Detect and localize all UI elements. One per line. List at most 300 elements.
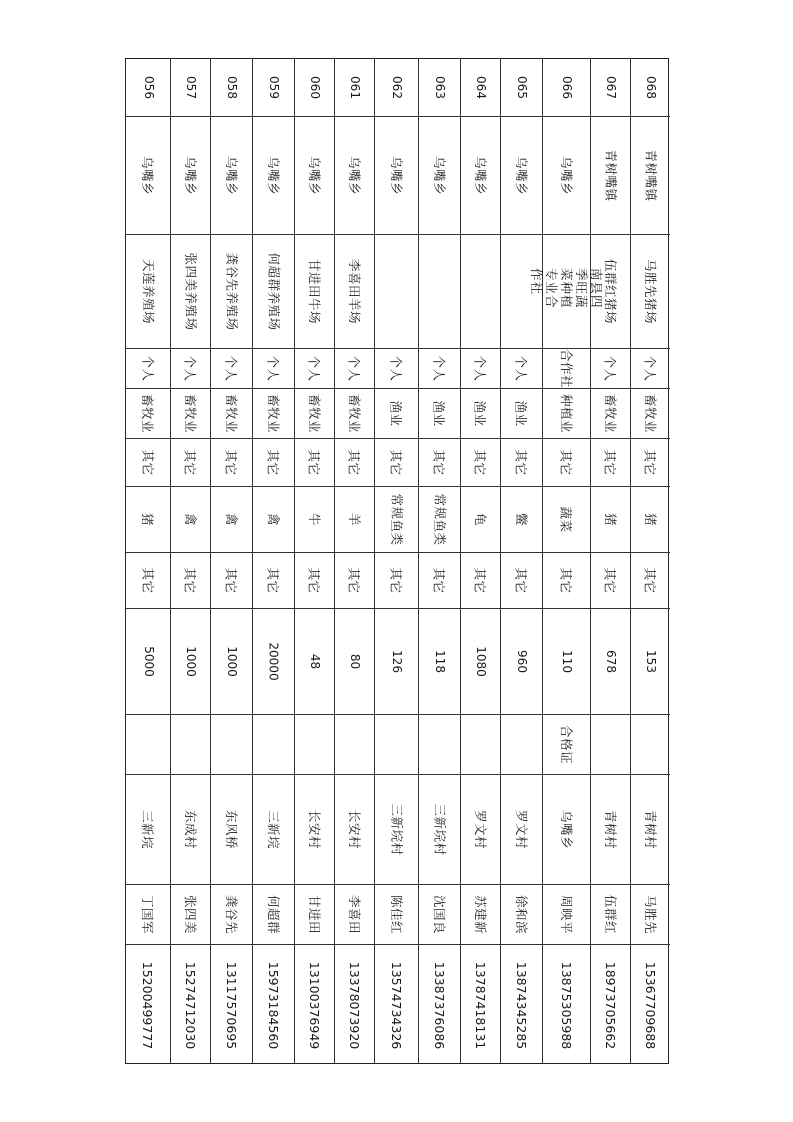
cell-type <box>591 349 630 389</box>
cell-name <box>375 235 418 349</box>
cell-category <box>419 439 460 487</box>
cell-town <box>419 117 460 235</box>
cell-text: 个人 <box>513 355 529 382</box>
cell-cert-type <box>631 553 670 609</box>
cell-text: 其它 <box>472 449 488 476</box>
cell-cert-type <box>591 553 630 609</box>
cell-text: 畜牧业 <box>643 393 659 434</box>
cell-phone <box>375 945 418 1065</box>
cell-text: 110 <box>560 650 574 673</box>
cell-scale <box>501 609 542 715</box>
cell-contact <box>295 885 334 945</box>
cell-contact <box>253 885 294 945</box>
cell-type <box>543 349 590 389</box>
cell-text: 乌嘴乡 <box>513 155 529 196</box>
cell-text: 畜牧业 <box>307 393 323 434</box>
cell-text: 常规鱼类 <box>432 493 448 546</box>
cell-contact <box>461 885 500 945</box>
registry-table <box>125 58 669 1064</box>
cell-text: 李喜田羊场 <box>347 258 363 325</box>
cell-cert <box>419 715 460 775</box>
cell-text: 13100376949 <box>307 961 323 1049</box>
cell-text: 1000 <box>224 646 239 677</box>
cell-contact <box>543 885 590 945</box>
cell-name <box>591 235 630 349</box>
cell-scale <box>543 609 590 715</box>
cell-text: 青树村 <box>603 809 619 850</box>
cell-no <box>543 59 590 117</box>
table-row <box>335 59 375 1063</box>
cell-contact <box>419 885 460 945</box>
cell-town <box>591 117 630 235</box>
cell-cert <box>253 715 294 775</box>
cell-no <box>295 59 334 117</box>
cell-no <box>335 59 374 117</box>
cell-text: 李喜田 <box>347 894 363 935</box>
cell-text: 畜牧业 <box>140 393 156 434</box>
cell-text: 80 <box>348 653 362 670</box>
table-row <box>529 59 604 1063</box>
cell-text: 其它 <box>223 567 239 594</box>
cell-village <box>543 775 590 885</box>
cell-name <box>211 235 252 349</box>
cell-text: 蔬菜 <box>558 506 574 533</box>
cell-no <box>171 59 210 117</box>
cell-cert <box>171 715 210 775</box>
cell-cert-type <box>335 553 374 609</box>
cell-phone <box>461 945 500 1065</box>
cell-text: 乌嘴乡 <box>140 155 156 196</box>
cell-text: 1080 <box>473 646 488 677</box>
cell-category <box>501 439 542 487</box>
cell-text: 153 <box>644 650 658 673</box>
cell-type <box>171 349 210 389</box>
cell-name <box>171 235 210 349</box>
cell-scale <box>171 609 210 715</box>
cell-product <box>335 487 374 553</box>
cell-no <box>419 59 460 117</box>
cell-town <box>126 117 170 235</box>
cell-text: 沈国良 <box>431 894 447 935</box>
cell-type <box>631 349 670 389</box>
cell-scale <box>419 609 460 715</box>
cell-text: 其它 <box>513 449 529 476</box>
cell-category <box>591 439 630 487</box>
cell-contact <box>375 885 418 945</box>
cell-text: 甘进田牛场 <box>307 258 323 325</box>
cell-product <box>543 487 590 553</box>
cell-type <box>211 349 252 389</box>
cell-industry <box>631 389 670 439</box>
cell-text: 长安村 <box>347 809 363 850</box>
cell-text: 苏建新 <box>473 894 489 935</box>
cell-text: 060 <box>308 76 322 99</box>
cell-text: 龚谷先 <box>223 894 239 935</box>
cell-text: 个人 <box>472 355 488 382</box>
cell-text: 13787418131 <box>473 961 489 1049</box>
cell-text: 其它 <box>306 449 322 476</box>
cell-text: 057 <box>184 76 198 99</box>
cell-text: 何超群 <box>265 894 281 935</box>
cell-name <box>126 235 170 349</box>
cell-text: 种植业 <box>558 393 574 434</box>
cell-text: 徐和滨 <box>513 894 529 935</box>
cell-text: 三新垸 <box>140 809 156 850</box>
cell-product <box>253 487 294 553</box>
cell-text: 乌嘴乡 <box>558 809 574 850</box>
cell-text: 其它 <box>346 567 362 594</box>
cell-village <box>211 775 252 885</box>
cell-type <box>335 349 374 389</box>
cell-cert-type <box>126 553 170 609</box>
cell-cert-type <box>253 553 294 609</box>
cell-contact <box>335 885 374 945</box>
cell-text: 062 <box>390 76 404 99</box>
cell-industry <box>171 389 210 439</box>
cell-text: 个人 <box>346 355 362 382</box>
cell-industry <box>211 389 252 439</box>
cell-text: 15274712030 <box>183 961 199 1049</box>
cell-text: 其它 <box>182 449 198 476</box>
cell-text: 羊 <box>346 512 362 527</box>
cell-text: 个人 <box>182 355 198 382</box>
cell-text: 13378073920 <box>347 961 363 1049</box>
cell-category <box>211 439 252 487</box>
cell-text: 乌嘴乡 <box>473 155 489 196</box>
cell-industry <box>295 389 334 439</box>
cell-product <box>501 487 542 553</box>
cell-contact <box>211 885 252 945</box>
cell-village <box>126 775 170 885</box>
cell-text: 畜牧业 <box>603 393 619 434</box>
cell-text: 48 <box>308 653 322 670</box>
cell-text: 何超群养殖场 <box>266 252 282 331</box>
cell-text: 禽 <box>265 512 281 527</box>
cell-text: 伍群红 <box>603 894 619 935</box>
cell-category <box>631 439 670 487</box>
cell-product <box>375 487 418 553</box>
cell-cert <box>543 715 590 775</box>
cell-text: 其它 <box>642 449 658 476</box>
table-row <box>631 59 670 1063</box>
cell-text: 1000 <box>183 646 198 677</box>
cell-scale <box>335 609 374 715</box>
cell-text: 其它 <box>265 567 281 594</box>
cell-text: 126 <box>390 650 404 673</box>
cell-text: 合作社 <box>558 348 574 389</box>
cell-text: 个人 <box>431 355 447 382</box>
cell-category <box>253 439 294 487</box>
cell-scale <box>253 609 294 715</box>
cell-text: 063 <box>433 76 447 99</box>
cell-industry <box>461 389 500 439</box>
cell-village <box>501 775 542 885</box>
cell-town <box>501 117 542 235</box>
cell-name <box>461 235 500 349</box>
cell-village <box>591 775 630 885</box>
cell-text: 天莲养殖场 <box>140 258 156 325</box>
cell-text: 其它 <box>346 449 362 476</box>
cell-text: 长安村 <box>307 809 323 850</box>
cell-industry <box>591 389 630 439</box>
cell-phone <box>591 945 630 1065</box>
cell-cert <box>375 715 418 775</box>
cell-text: 067 <box>604 76 618 99</box>
cell-cert <box>461 715 500 775</box>
cell-industry <box>543 389 590 439</box>
cell-text: 乌嘴乡 <box>265 155 281 196</box>
table-row <box>171 59 211 1063</box>
cell-town <box>461 117 500 235</box>
cell-text: 061 <box>348 76 362 99</box>
cell-text: 青树嘴镇 <box>603 149 619 202</box>
cell-phone <box>211 945 252 1065</box>
cell-text: 064 <box>474 76 488 99</box>
cell-text: 罗文村 <box>473 809 489 850</box>
cell-text: 其它 <box>431 567 447 594</box>
table-row <box>126 59 171 1063</box>
cell-no <box>253 59 294 117</box>
cell-text: 059 <box>267 76 281 99</box>
cell-text: 其它 <box>140 567 156 594</box>
cell-village <box>335 775 374 885</box>
cell-text: 乌嘴乡 <box>307 155 323 196</box>
table-row <box>211 59 253 1063</box>
cell-category <box>543 439 590 487</box>
cell-text: 东成村 <box>183 809 199 850</box>
cell-scale <box>591 609 630 715</box>
cell-scale <box>126 609 170 715</box>
cell-text: 猪 <box>642 512 658 527</box>
cell-type <box>501 349 542 389</box>
cell-text: 禽 <box>182 512 198 527</box>
cell-text: 068 <box>644 76 658 99</box>
cell-phone <box>171 945 210 1065</box>
cell-phone <box>295 945 334 1065</box>
cell-product <box>591 487 630 553</box>
cell-contact <box>631 885 670 945</box>
cell-category <box>126 439 170 487</box>
cell-text: 伍群红猪场 <box>603 258 619 325</box>
cell-text: 个人 <box>306 355 322 382</box>
cell-text: 渔业 <box>472 400 488 427</box>
cell-text: 青树村 <box>643 809 659 850</box>
cell-text: 066 <box>560 76 574 99</box>
cell-text: 15200499777 <box>140 961 156 1049</box>
cell-text: 其它 <box>140 449 156 476</box>
cell-phone <box>126 945 170 1065</box>
cell-scale <box>211 609 252 715</box>
cell-scale <box>295 609 334 715</box>
cell-text: 13387376086 <box>432 961 448 1049</box>
cell-text: 其它 <box>182 567 198 594</box>
cell-text: 东风桥 <box>223 809 239 850</box>
cell-phone <box>335 945 374 1065</box>
cell-industry <box>253 389 294 439</box>
cell-text: 个人 <box>140 355 156 382</box>
cell-cert <box>295 715 334 775</box>
cell-contact <box>591 885 630 945</box>
cell-name <box>419 235 460 349</box>
cell-product <box>171 487 210 553</box>
cell-text: 678 <box>604 650 618 673</box>
cell-town <box>253 117 294 235</box>
cell-text: 渔业 <box>388 400 404 427</box>
cell-no <box>501 59 542 117</box>
cell-text: 渔业 <box>431 400 447 427</box>
cell-category <box>461 439 500 487</box>
cell-text: 畜牧业 <box>265 393 281 434</box>
cell-no <box>375 59 418 117</box>
cell-village <box>171 775 210 885</box>
cell-town <box>543 117 590 235</box>
cell-town <box>295 117 334 235</box>
cell-text: 三新垸 <box>265 809 281 850</box>
cell-text: 乌嘴乡 <box>183 155 199 196</box>
table-row <box>501 59 543 1063</box>
cell-type <box>419 349 460 389</box>
cell-text: 其它 <box>472 567 488 594</box>
cell-phone <box>419 945 460 1065</box>
cell-text: 合格证 <box>558 724 574 765</box>
cell-name <box>253 235 294 349</box>
cell-industry <box>126 389 170 439</box>
cell-text: 个人 <box>388 355 404 382</box>
cell-no <box>591 59 630 117</box>
table-row <box>253 59 295 1063</box>
cell-text: 个人 <box>642 355 658 382</box>
cell-text: 其它 <box>265 449 281 476</box>
cell-product <box>211 487 252 553</box>
cell-cert-type <box>375 553 418 609</box>
cell-text: 其它 <box>388 567 404 594</box>
cell-text: 乌嘴乡 <box>347 155 363 196</box>
cell-town <box>171 117 210 235</box>
cell-text: 三新垸村 <box>389 803 405 856</box>
cell-text: 张四美养殖场 <box>183 252 199 331</box>
cell-text: 15367709688 <box>643 961 659 1049</box>
cell-text: 乌嘴乡 <box>558 155 574 196</box>
cell-text: 牛 <box>306 512 322 527</box>
cell-type <box>126 349 170 389</box>
table-row <box>591 59 631 1063</box>
cell-village <box>631 775 670 885</box>
cell-text: 960 <box>515 650 529 673</box>
cell-village <box>461 775 500 885</box>
cell-text: 058 <box>225 76 239 99</box>
cell-text: 鳖 <box>513 512 529 527</box>
cell-category <box>295 439 334 487</box>
cell-text: 马胜先 <box>643 894 659 935</box>
cell-text: 南县四季旺蔬菜种植专业合作社 <box>529 268 604 309</box>
cell-text: 其它 <box>306 567 322 594</box>
cell-phone <box>631 945 670 1065</box>
cell-text: 个人 <box>602 355 618 382</box>
cell-contact <box>171 885 210 945</box>
cell-industry <box>419 389 460 439</box>
cell-village <box>419 775 460 885</box>
cell-text: 个人 <box>223 355 239 382</box>
cell-cert <box>631 715 670 775</box>
cell-contact <box>501 885 542 945</box>
cell-text: 其它 <box>388 449 404 476</box>
cell-category <box>171 439 210 487</box>
cell-industry <box>375 389 418 439</box>
cell-town <box>375 117 418 235</box>
cell-text: 甘进田 <box>307 894 323 935</box>
cell-text: 056 <box>141 76 156 99</box>
cell-text: 畜牧业 <box>347 393 363 434</box>
table-row <box>375 59 419 1063</box>
cell-town <box>631 117 670 235</box>
cell-scale <box>375 609 418 715</box>
cell-text: 其它 <box>602 567 618 594</box>
cell-village <box>253 775 294 885</box>
cell-product <box>631 487 670 553</box>
cell-no <box>211 59 252 117</box>
cell-phone <box>253 945 294 1065</box>
cell-text: 其它 <box>602 449 618 476</box>
cell-scale <box>631 609 670 715</box>
cell-text: 乌嘴乡 <box>431 155 447 196</box>
cell-product <box>461 487 500 553</box>
cell-cert <box>501 715 542 775</box>
cell-text: 渔业 <box>513 400 529 427</box>
cell-text: 其它 <box>642 567 658 594</box>
cell-text: 陈佳红 <box>388 894 404 935</box>
cell-text: 其它 <box>431 449 447 476</box>
cell-text: 猪 <box>140 512 156 527</box>
cell-cert <box>211 715 252 775</box>
cell-text: 5000 <box>141 646 156 677</box>
cell-product <box>126 487 170 553</box>
cell-category <box>335 439 374 487</box>
cell-name <box>295 235 334 349</box>
cell-text: 13874345285 <box>514 961 530 1049</box>
cell-contact <box>126 885 170 945</box>
cell-text: 罗文村 <box>513 809 529 850</box>
cell-text: 18973705662 <box>603 961 619 1049</box>
table-row <box>419 59 461 1063</box>
cell-scale <box>461 609 500 715</box>
cell-no <box>126 59 170 117</box>
cell-text: 畜牧业 <box>223 393 239 434</box>
cell-type <box>253 349 294 389</box>
cell-cert-type <box>461 553 500 609</box>
cell-cert-type <box>211 553 252 609</box>
cell-no <box>461 59 500 117</box>
cell-cert <box>591 715 630 775</box>
cell-name <box>529 235 604 349</box>
cell-cert-type <box>419 553 460 609</box>
cell-cert-type <box>295 553 334 609</box>
cell-text: 15973184560 <box>266 961 282 1049</box>
cell-town <box>335 117 374 235</box>
cell-phone <box>501 945 542 1065</box>
cell-product <box>419 487 460 553</box>
cell-text: 13875305988 <box>559 961 575 1049</box>
cell-text: 118 <box>433 650 447 673</box>
cell-industry <box>335 389 374 439</box>
cell-text: 13574734326 <box>389 961 405 1049</box>
cell-text: 常规鱼类 <box>389 493 405 546</box>
cell-name <box>335 235 374 349</box>
cell-village <box>375 775 418 885</box>
cell-name <box>631 235 670 349</box>
cell-cert-type <box>171 553 210 609</box>
cell-text: 065 <box>515 76 529 99</box>
cell-cert-type <box>543 553 590 609</box>
